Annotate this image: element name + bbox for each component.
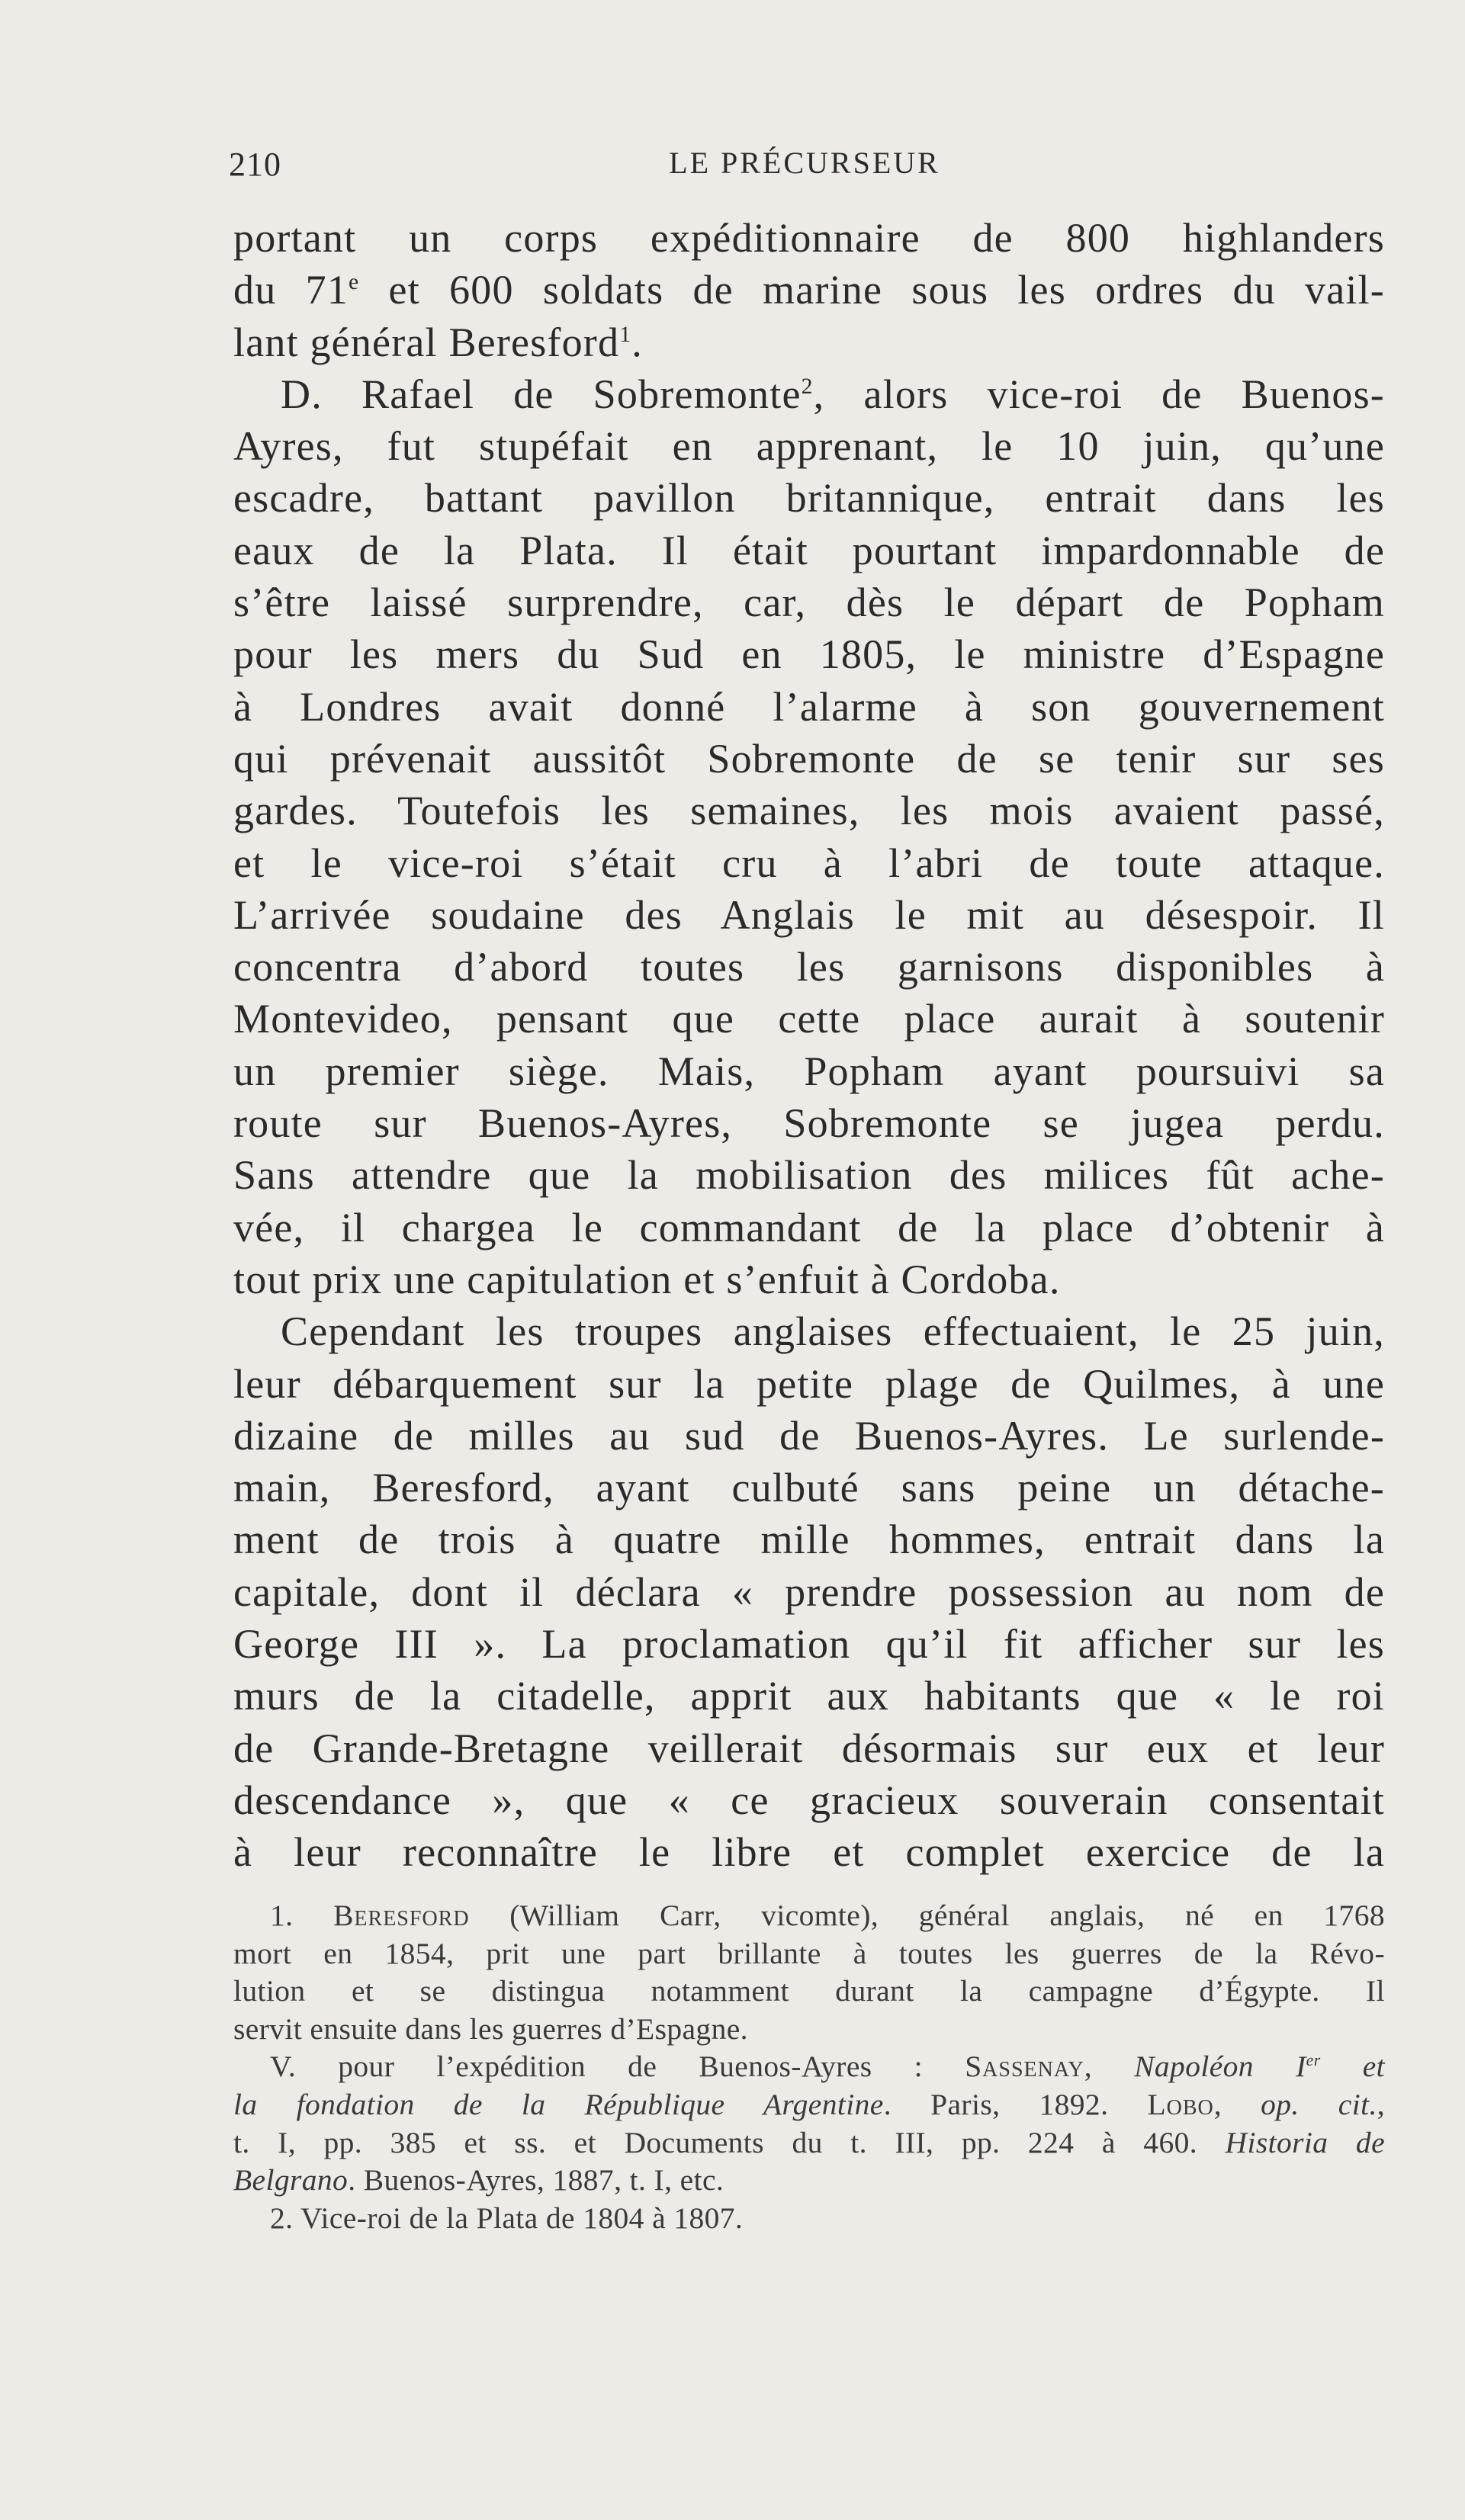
footnote-1: 1. Beresford (William Carr, vicomte), général anglais, né en 1768: [270, 1899, 1385, 1932]
footnote-line: Belgrano. Buenos-Ayres, 1887, t. I, etc.: [233, 2163, 724, 2197]
page-number: 210: [229, 146, 281, 183]
footnote-line: mort en 1854, prit une part brillante à toutes les guerres de la Révo-: [233, 1936, 1385, 1970]
text-line: George III ». La proclamation qu’il fit afficher sur les: [233, 1621, 1385, 1668]
body-text: [233, 212, 1385, 1879]
text-line: Ayres, fut stupéfait en apprenant, le 10 juin, qu’une: [233, 423, 1385, 470]
text-line: D. Rafael de Sobremonte$^2$, alors vice-roi de Buenos-: [281, 371, 1385, 417]
text-line: dizaine de milles au sud de Buenos-Ayres. Le surlende-: [233, 1412, 1385, 1459]
footnote-ref-1: 1: [619, 322, 632, 347]
page-header: [229, 145, 1380, 191]
text-line: Sans attendre que la mobilisation des milices fût ache-: [233, 1152, 1385, 1199]
text-line: concentra d’abord toutes les garnisons disponibles à: [233, 944, 1385, 990]
footnotes: [233, 1897, 1385, 2237]
text-line: à Londres avait donné l’alarme à son gouvernement: [233, 683, 1385, 730]
text-line: capitale, dont il déclara « prendre possession au nom de: [233, 1568, 1385, 1615]
text-line: qui prévenait aussitôt Sobremonte de se tenir sur ses: [233, 735, 1385, 782]
text-line: main, Beresford, ayant culbuté sans peine un détache-: [233, 1465, 1385, 1511]
text-line: portant un corps expéditionnaire de 800 highlanders: [233, 215, 1385, 261]
footnote-line: lution et se distingua notamment durant la campagne d’Égypte. Il: [233, 1974, 1385, 2008]
superscript: e: [348, 270, 360, 295]
text-line: Montevideo, pensant que cette place aurait à soutenir: [233, 996, 1385, 1042]
text-line: à leur reconnaître le libre et complet exercice de la: [233, 1829, 1385, 1876]
text-line: un premier siège. Mais, Popham ayant poursuivi sa: [233, 1048, 1385, 1094]
footnote-line: t. I, pp. 385 et ss. et Documents du t. III, pp. 224 à 460. Historia de: [233, 2125, 1386, 2159]
text-line: route sur Buenos-Ayres, Sobremonte se jugea perdu.: [233, 1100, 1385, 1147]
text-line: Cependant les troupes anglaises effectuaient, le 25 juin,: [281, 1308, 1385, 1355]
text-line: gardes. Toutefois les semaines, les mois avaient passé,: [233, 788, 1385, 834]
text-line: lant général Beresford$^1$.: [233, 319, 643, 365]
text-line: descendance », que « ce gracieux souverain consentait: [233, 1777, 1385, 1823]
text-line: eaux de la Plata. Il était pourtant impardonnable de: [233, 527, 1385, 573]
text-line: ment de trois à quatre mille hommes, entrait dans la: [233, 1517, 1385, 1563]
text-line: vée, il chargea le commandant de la place d’obtenir à: [233, 1204, 1385, 1250]
text-line: L’arrivée soudaine des Anglais le mit au désespoir. Il: [233, 891, 1385, 938]
text-line: murs de la citadelle, apprit aux habitants que « le roi: [233, 1673, 1385, 1719]
footnote-line: V. pour l’expédition de Buenos-Ayres : Sassenay, Napoléon Ier et: [270, 2050, 1386, 2084]
text-line: de Grande-Bretagne veillerait désormais sur eux et leur: [233, 1725, 1385, 1771]
footnote-2: 2. Vice-roi de la Plata de 1804 à 1807.: [270, 2201, 744, 2235]
text-line: leur débarquement sur la petite plage de Quilmes, à une: [233, 1360, 1385, 1407]
text-line: et le vice-roi s’était cru à l’abri de toute attaque.: [233, 839, 1385, 886]
footnote-line: servit ensuite dans les guerres d’Espagne.: [233, 2011, 748, 2046]
text-line: escadre, battant pavillon britannique, entrait dans les: [233, 475, 1385, 522]
footnote-line: la fondation de la République Argentine. Paris, 1892. Lobo, op. cit.,: [233, 2087, 1386, 2121]
running-title: LE PRÉCURSEUR: [669, 146, 940, 180]
text-line: pour les mers du Sud en 1805, le ministre d’Espagne: [233, 631, 1385, 678]
author-name: Beresford: [333, 1899, 470, 1932]
text-line: du 71e et 600 soldats de marine sous les ordres du vail-: [233, 267, 1385, 313]
text-line: s’être laissé surprendre, car, dès le départ de Popham: [233, 579, 1385, 626]
footnote-ref-2: 2: [801, 374, 814, 399]
text-line: tout prix une capitulation et s’enfuit à Cordoba.: [233, 1256, 1061, 1302]
